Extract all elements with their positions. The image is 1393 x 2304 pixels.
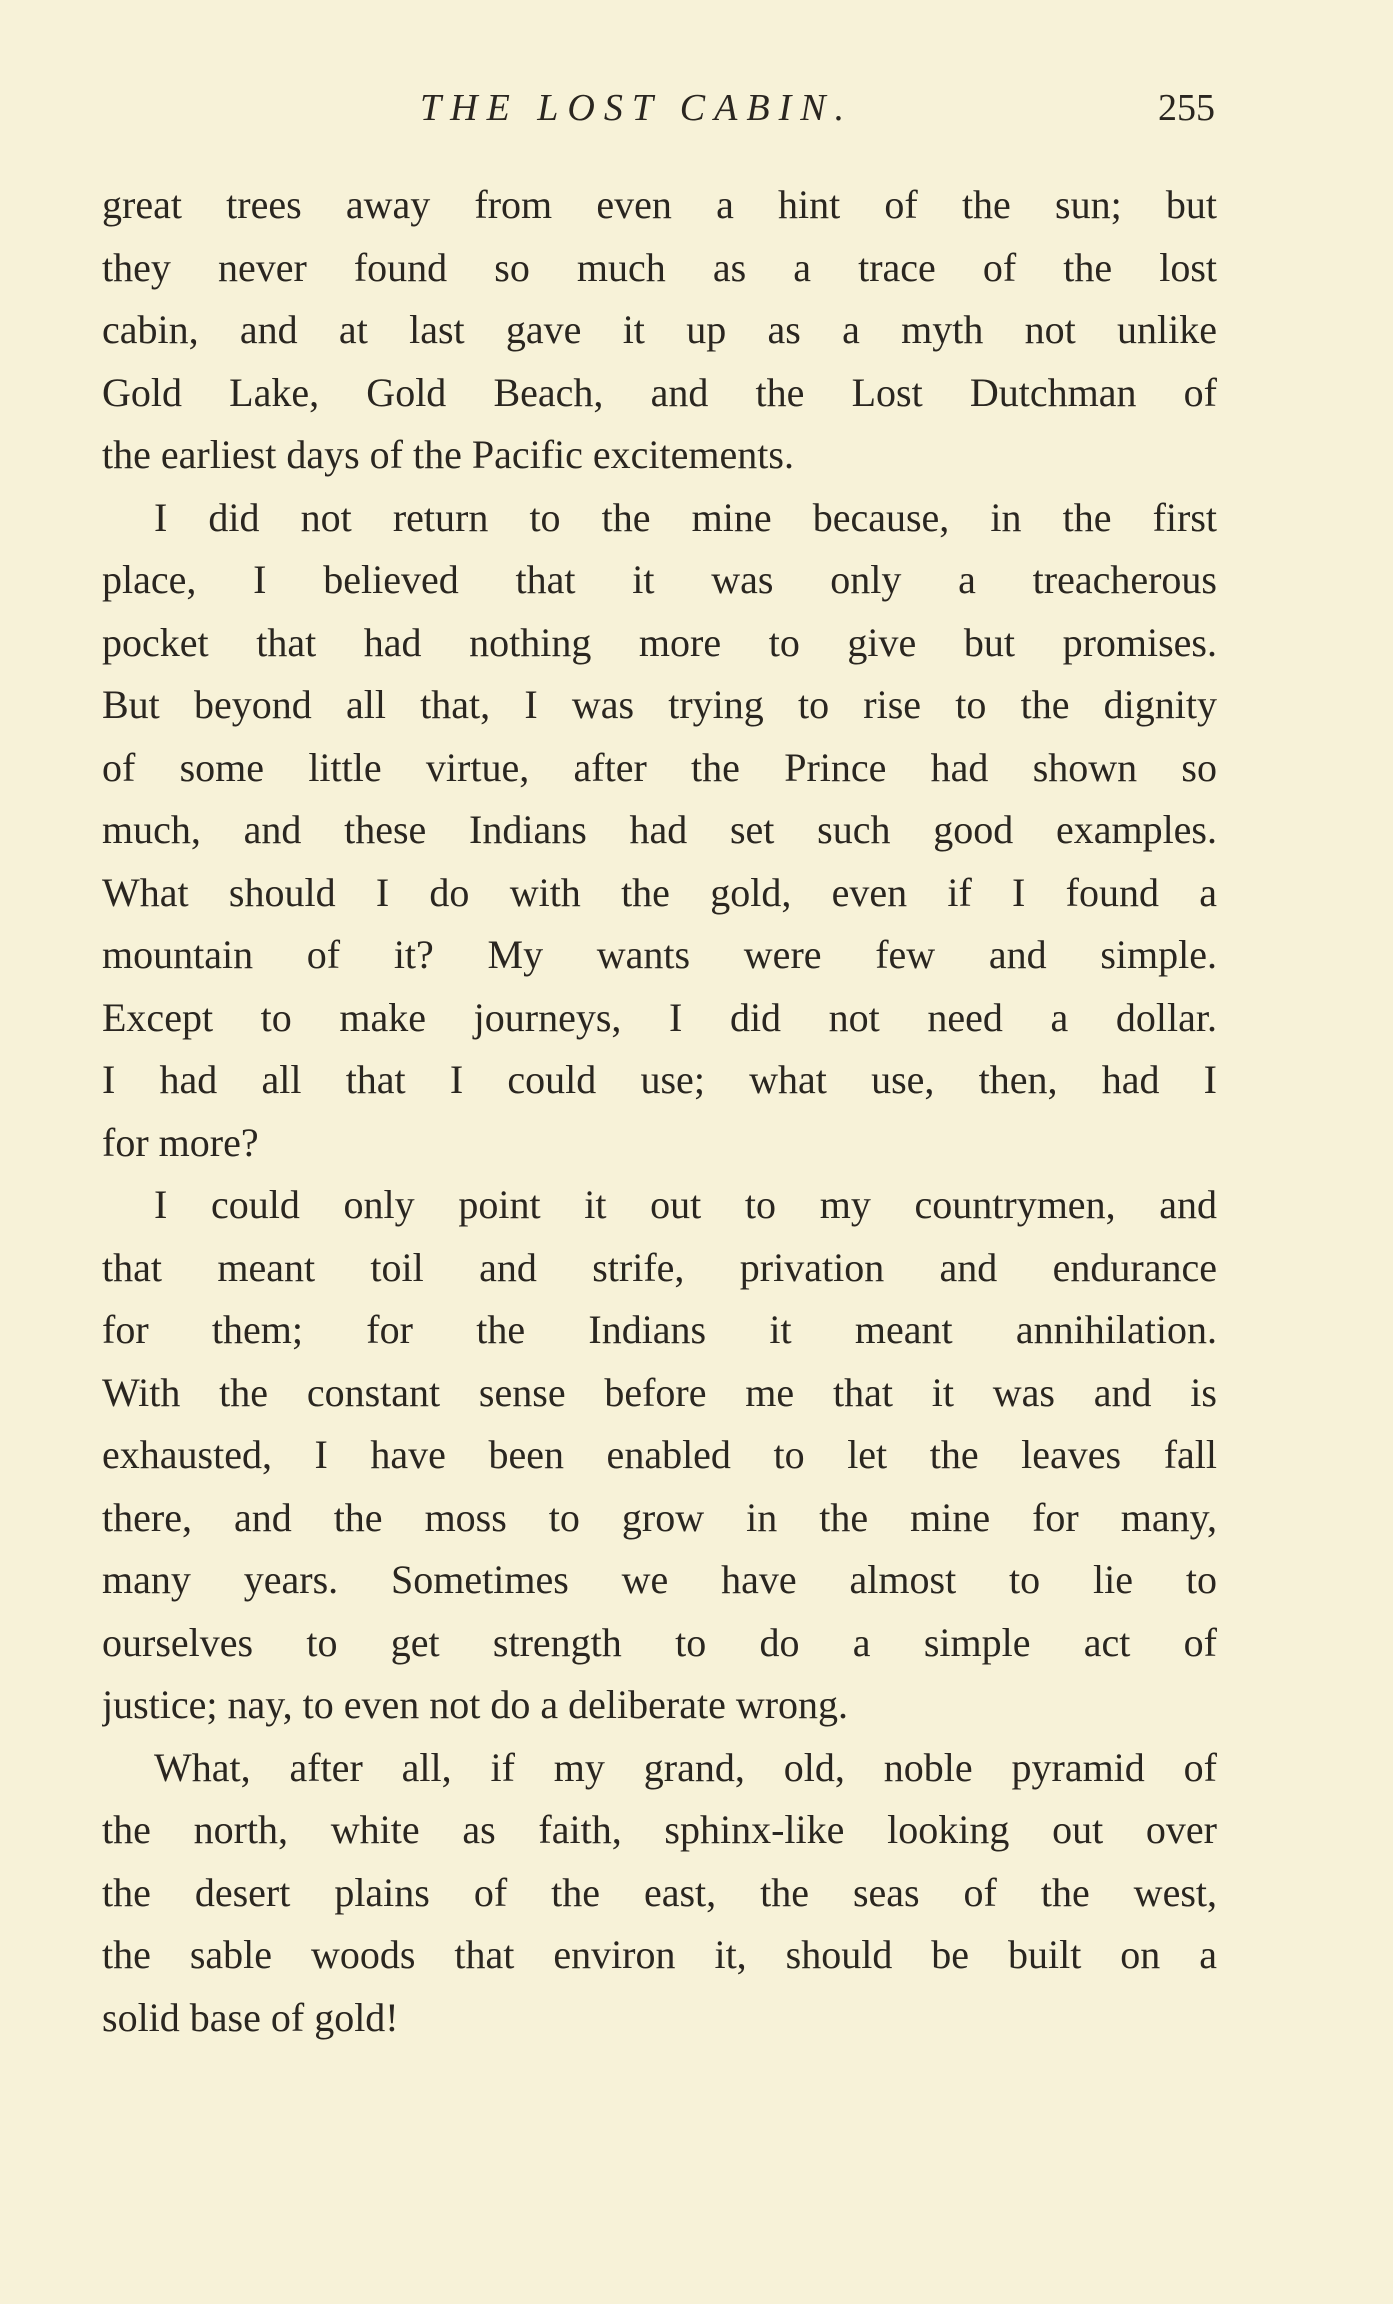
text-line: exhausted, I have been enabled to let the leaves fall xyxy=(102,1432,1217,1477)
text-line: that meant toil and strife, privation and endurance xyxy=(102,1244,1217,1290)
text-line: the earliest days of the Pacific excitements. xyxy=(102,432,794,477)
text-line: What should I do with the gold, even if I found a xyxy=(102,869,1217,915)
text-line: for more? xyxy=(102,1119,259,1165)
running-head-title: THE LOST CABIN. xyxy=(420,87,854,129)
text-line: much, and these Indians had set such good examples. xyxy=(102,807,1217,852)
running-head xyxy=(0,78,1393,138)
text-line: cabin, and at last gave it up as a myth not unlike xyxy=(102,307,1217,352)
text-line: I did not return to the mine because, in the first xyxy=(154,494,1217,540)
text-line: With the constant sense before me that it was and is xyxy=(102,1369,1217,1415)
text-line: the desert plains of the east, the seas of the west, xyxy=(102,1869,1217,1915)
paragraph-3 xyxy=(102,1174,1217,1737)
text-line: they never found so much as a trace of the lost xyxy=(102,244,1217,290)
text-line: the sable woods that environ it, should be built on a xyxy=(102,1932,1217,1977)
page-number: 255 xyxy=(1158,87,1215,129)
text-line: Except to make journeys, I did not need a dollar. xyxy=(102,994,1217,1040)
text-line: pocket that had nothing more to give but promises. xyxy=(102,619,1217,665)
paragraph-2 xyxy=(102,487,1217,1175)
text-line: Gold Lake, Gold Beach, and the Lost Dutchman of xyxy=(102,369,1217,415)
text-line: great trees away from even a hint of the sun; but xyxy=(102,182,1217,227)
body-text xyxy=(102,174,1217,2049)
text-line: for them; for the Indians it meant annihilation. xyxy=(102,1307,1217,1352)
text-line: mountain of it? My wants were few and simple. xyxy=(102,932,1217,977)
paragraph-1 xyxy=(102,174,1217,487)
text-line: I could only point it out to my countrymen, and xyxy=(154,1182,1217,1227)
text-line: many years. Sometimes we have almost to lie to xyxy=(102,1557,1217,1602)
text-line: the north, white as faith, sphinx-like looking out over xyxy=(102,1807,1217,1852)
text-line: of some little virtue, after the Prince had shown so xyxy=(102,744,1217,790)
paragraph-4 xyxy=(102,1737,1217,2050)
text-line: I had all that I could use; what use, then, had I xyxy=(102,1057,1217,1102)
text-line: What, after all, if my grand, old, noble pyramid of xyxy=(154,1744,1217,1790)
text-line: But beyond all that, I was trying to rise to the dignity xyxy=(102,682,1217,727)
text-line: justice; nay, to even not do a deliberate wrong. xyxy=(102,1682,849,1727)
text-line: place, I believed that it was only a treacherous xyxy=(102,557,1217,602)
text-line: ourselves to get strength to do a simple act of xyxy=(102,1619,1217,1665)
text-line: there, and the moss to grow in the mine for many, xyxy=(102,1494,1217,1540)
text-line: solid base of gold! xyxy=(102,1994,399,2040)
